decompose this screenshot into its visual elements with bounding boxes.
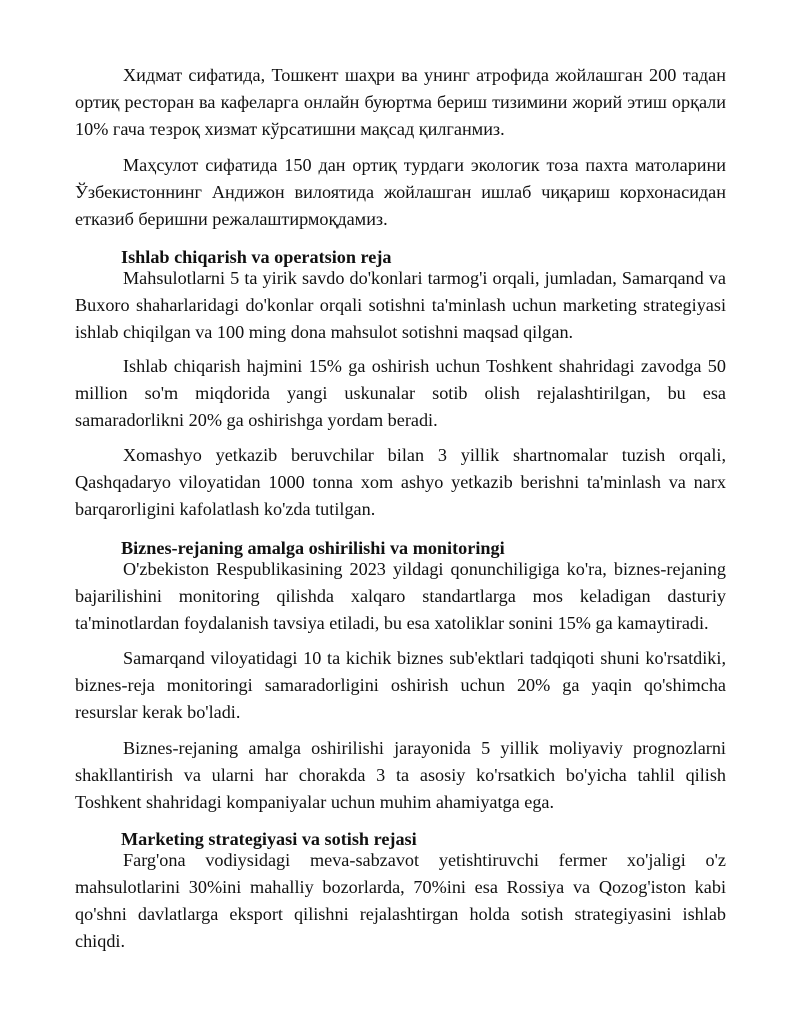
paragraph-financial-forecasts: Biznes-rejaning amalga oshirilishi jarayonida 5 yillik moliyaviy prognozlarni shakllantirish va ularni har chorakda 3 ta asosiy ko'rsatkich bo'yicha tahlil qilish Toshkent shahridagi kompaniyalar uchun muhim ahamiyatga ega. xyxy=(75,738,726,812)
heading-implementation-monitoring: Biznes-rejaning amalga oshirilishi va monitoringi xyxy=(121,538,505,558)
paragraph-legislation: O'zbekiston Respublikasining 2023 yildagi qonunchiligiga ko'ra, biznes-rejaning bajarilishini monitoring qilishda xalqaro standartlarga mos keladigan dasturiy ta'minotlardan foydalanish tavsiya etiladi, bu esa xatoliklar sonini 15% ga kamaytiradi. xyxy=(75,559,726,633)
heading-marketing-strategy: Marketing strategiyasi va sotish rejasi xyxy=(121,829,417,849)
paragraph-sales-network: Mahsulotlarni 5 ta yirik savdo do'konlari tarmog'i orqali, jumladan, Samarqand va Buxoro shaharlaridagi do'konlar orqali sotishni ta'minlash uchun marketing strategiyasi ishlab chiqilgan va 100 ming dona mahsulot sotishni maqsad qilgan. xyxy=(75,268,726,342)
paragraph-service-quality: Хидмат сифатида, Тошкент шаҳри ва унинг атрофида жойлашган 200 тадан ортиқ ресторан ва кафеларга онлайн буюртма бериш тизимини жорий этиш орқали 10% гача тезроқ хизмат кўрсатишни мақсад қилганмиз. xyxy=(75,65,726,139)
paragraph-samarkand-study: Samarqand viloyatidagi 10 ta kichik biznes sub'ektlari tadqiqoti shuni ko'rsatdiki, biznes-reja monitoringi samaradorligini oshirish uchun 20% ga yaqin qo'shimcha resurslar kerak bo'ladi. xyxy=(75,648,726,722)
paragraph-fergana-export: Farg'ona vodiysidagi meva-sabzavot yetishtiruvchi fermer xo'jaligi o'z mahsulotlarini 30%ini mahalliy bozorlarda, 70%ini esa Rossiya va Qozog'iston kabi qo'shni davlatlarga eksport qilishni rejalashtirgan holda sotish strategiyasini ishlab chiqdi. xyxy=(75,850,726,951)
paragraph-product-quality: Маҳсулот сифатида 150 дан ортиқ турдаги экологик тоза пахта матоларини Ўзбекистоннинг Андижон вилоятида жойлашган ишлаб чиқариш корхонасидан етказиб беришни режалаштирмоқдамиз. xyxy=(75,155,726,229)
paragraph-production-volume: Ishlab chiqarish hajmini 15% ga oshirish uchun Toshkent shahridagi zavodga 50 million so'm miqdorida yangi uskunalar sotib olish rejalashtirilgan, bu esa samaradorlikni 20% ga oshirishga yordam beradi. xyxy=(75,356,726,430)
heading-production-plan: Ishlab chiqarish va operatsion reja xyxy=(121,247,392,267)
paragraph-raw-materials: Xomashyo yetkazib beruvchilar bilan 3 yillik shartnomalar tuzish orqali, Qashqadaryo viloyatidan 1000 tonna xom ashyo yetkazib berishni ta'minlash va narx barqarorligini kafolatlash ko'zda tutilgan. xyxy=(75,445,726,519)
